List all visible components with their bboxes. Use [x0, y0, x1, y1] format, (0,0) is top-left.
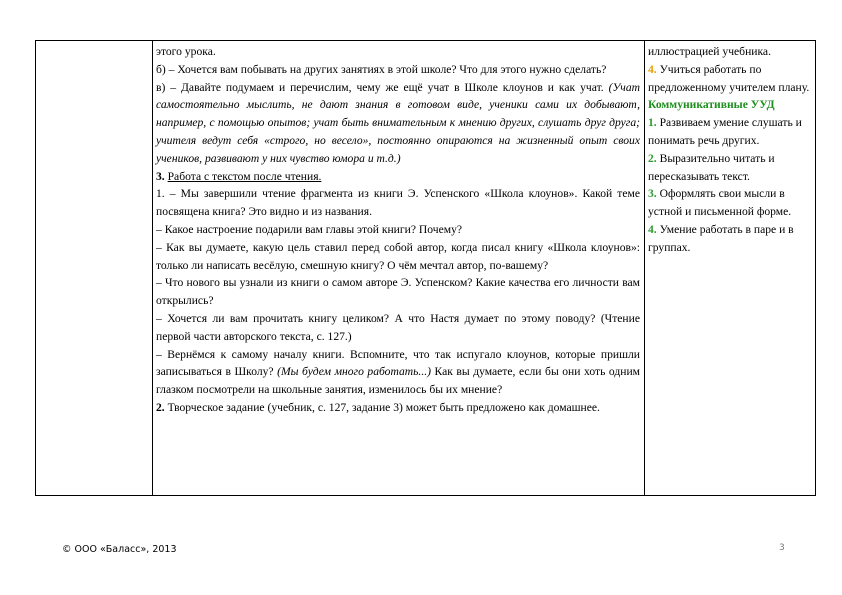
column-divider-1: [152, 41, 153, 495]
paragraph-read-question: – Хочется ли вам прочитать книгу целиком? А что Настя думает по этому поводу? (Чтение первой части авторского текста, с. 127.): [156, 311, 640, 343]
uud-item-1: 1. Развиваем умение слушать и понимать речь других.: [648, 116, 802, 147]
page-number: 3: [779, 543, 785, 553]
lesson-table: [35, 40, 816, 496]
uud-item-3: 3. Оформлять свои мысли в устной и письменной форме.: [648, 187, 792, 219]
uud-item-2: 2. Выразительно читать и пересказывать текст.: [648, 151, 775, 183]
uud-intro: иллюстрацией учебника.: [648, 45, 771, 58]
paragraph-question-1: 1. – Мы завершили чтение фрагмента из книги Э. Успенского «Школа клоунов». Какой теме посвящена книга? Это видно и из названия.: [156, 187, 640, 219]
paragraph-clowns-question: – Вернёмся к самому началу книги. Вспомните, что так испугало клоунов, которые пришли записываться в Школу? (Мы будем много работать...) Как вы думаете, если бы они хоть одним глазком посмотрели на школьные занятия, изменилось бы их мнение?: [156, 347, 640, 397]
lesson-content-cell: [156, 43, 640, 417]
paragraph-lesson-end: этого урока.: [156, 45, 216, 58]
uud-heading: Коммуникативные УУД: [648, 98, 775, 112]
paragraph-creative-task: 2. Творческое задание (учебник, с. 127, задание 3) может быть предложено как домашнее.: [156, 400, 600, 414]
uud-item-regulative-4: 4. Учиться работать по предложенному учителем плану.: [648, 62, 810, 94]
uud-item-4: 4. Умение работать в паре и в группах.: [648, 222, 794, 254]
uud-cell: [648, 43, 813, 257]
paragraph-question-v: в) – Давайте подумаем и перечислим, чему же ещё учат в Школе клоунов и как учат. (Учат самостоятельно мыслить, не дают знания в готовом виде, ученики сами их добывают, например, с помощью опытов; учат быть внимательным к мнению других, слушать друг друга; учителя ведут себя «строго, но весело», постоянно опираются на жизненный опыт своих учеников, развивают у них чувство юмора и т.д.): [156, 80, 640, 165]
paragraph-mood-question: – Какое настроение подарили вам главы этой книги? Почему?: [156, 222, 463, 236]
paragraph-question-b: б) – Хочется вам побывать на других занятиях в этой школе? Что для этого нужно сделать?: [156, 62, 607, 76]
paragraph-author-question: – Что нового вы узнали из книги о самом авторе Э. Успенском? Какие качества его личности вам открылись?: [156, 276, 640, 308]
column-divider-2: [644, 41, 645, 495]
paragraph-goal-question: – Как вы думаете, какую цель ставил перед собой автор, когда писал книгу «Школа клоунов»: только ли написать весёлую, смешную книгу? О чём мечтал автор, по-вашему?: [156, 240, 640, 272]
footer-copyright: © ООО «Баласс», 2013: [62, 544, 177, 555]
section-heading: 3. Работа с текстом после чтения.: [156, 169, 322, 183]
